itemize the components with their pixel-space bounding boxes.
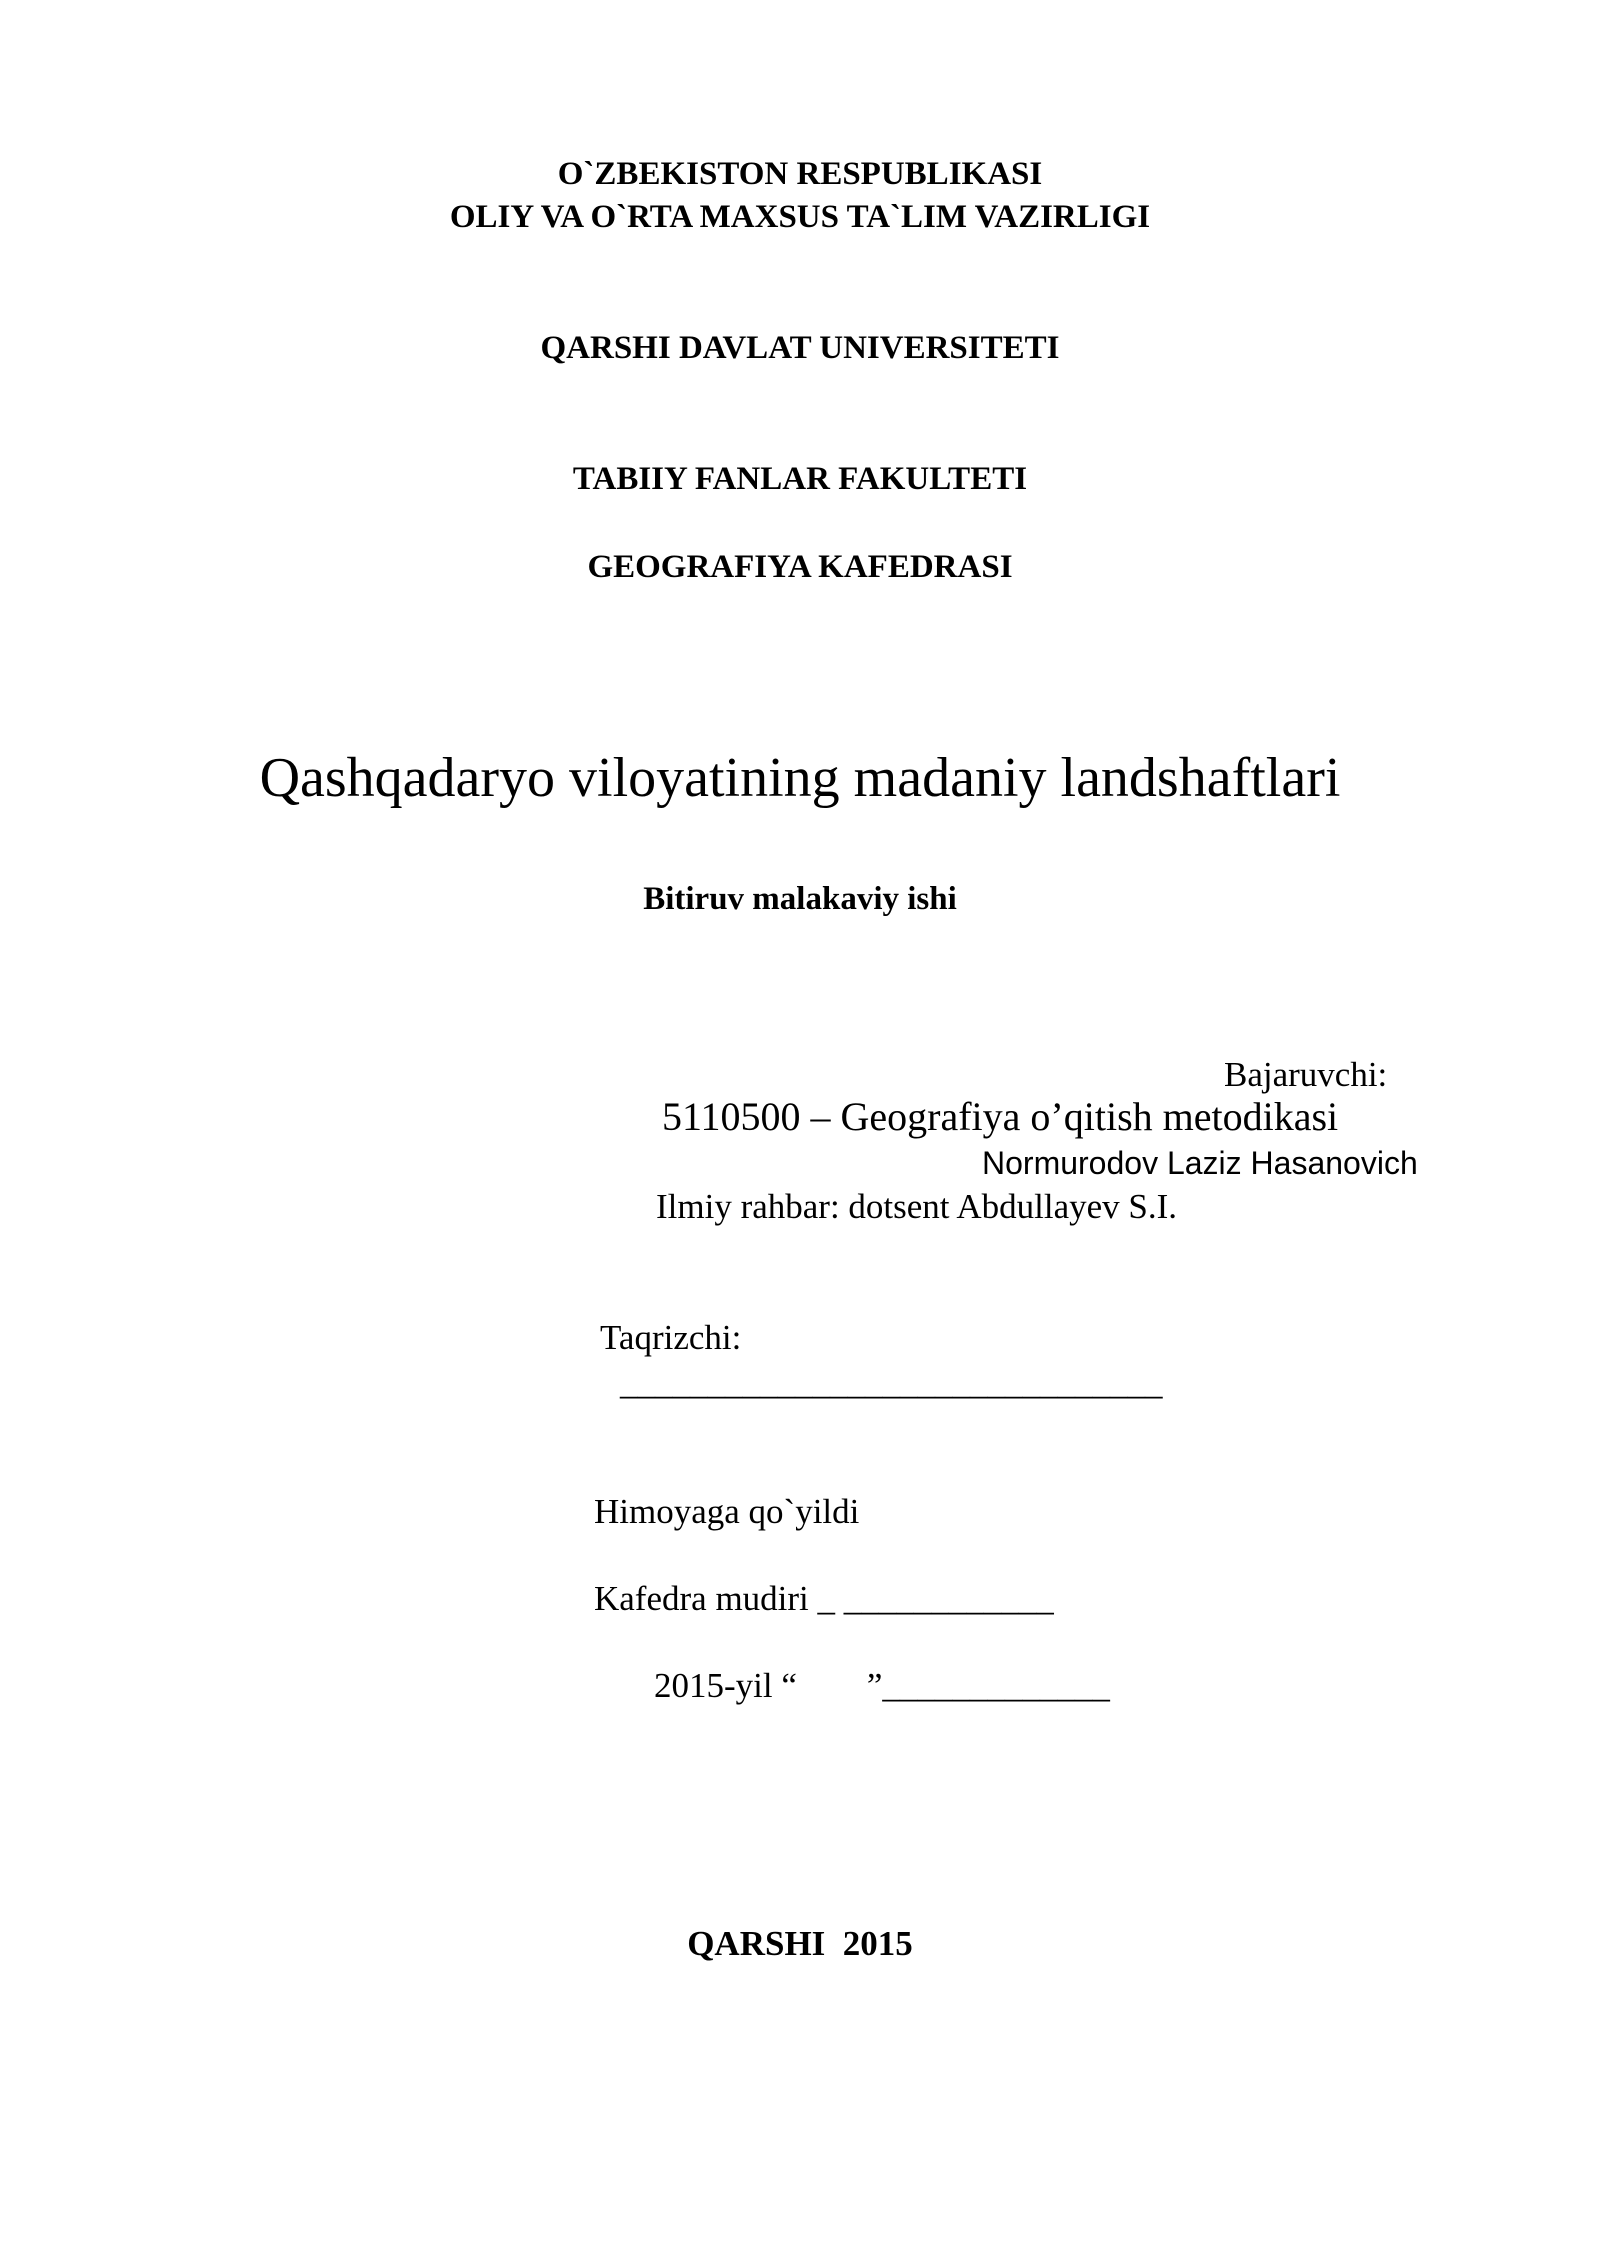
university-heading: QARSHI DAVLAT UNIVERSITETI bbox=[540, 330, 1060, 366]
date-line: 2015-yil “ ”_____________ bbox=[654, 1666, 1110, 1705]
specialty-line: 5110500 – Geografiya o’qitish metodikasi bbox=[662, 1094, 1339, 1139]
department-heading: GEOGRAFIYA KAFEDRASI bbox=[587, 549, 1013, 585]
thesis-subtitle: Bitiruv malakaviy ishi bbox=[643, 881, 957, 917]
author-name: Normurodov Laziz Hasanovich bbox=[982, 1145, 1418, 1181]
thesis-title: Qashqadaryo viloyatining madaniy landshaftlari bbox=[259, 747, 1341, 809]
defense-submitted: Himoyaga qo`yildi bbox=[594, 1492, 860, 1531]
head-of-department-line: Kafedra mudiri _ ____________ bbox=[594, 1579, 1054, 1618]
supervisor-line: Ilmiy rahbar: dotsent Abdullayev S.I. bbox=[656, 1187, 1178, 1226]
ministry-heading: OLIY VA O`RTA MAXSUS TA`LIM VAZIRLIGI bbox=[449, 199, 1151, 235]
faculty-heading: TABIIY FANLAR FAKULTETI bbox=[572, 461, 1028, 497]
reviewer-signature-line: _______________________________ bbox=[620, 1363, 1163, 1402]
reviewer-label: Taqrizchi: bbox=[600, 1318, 742, 1357]
city-year: QARSHI 2015 bbox=[687, 1924, 913, 1963]
performer-label: Bajaruvchi: bbox=[1224, 1055, 1388, 1094]
republic-heading: O`ZBEKISTON RESPUBLIKASI bbox=[557, 156, 1043, 192]
